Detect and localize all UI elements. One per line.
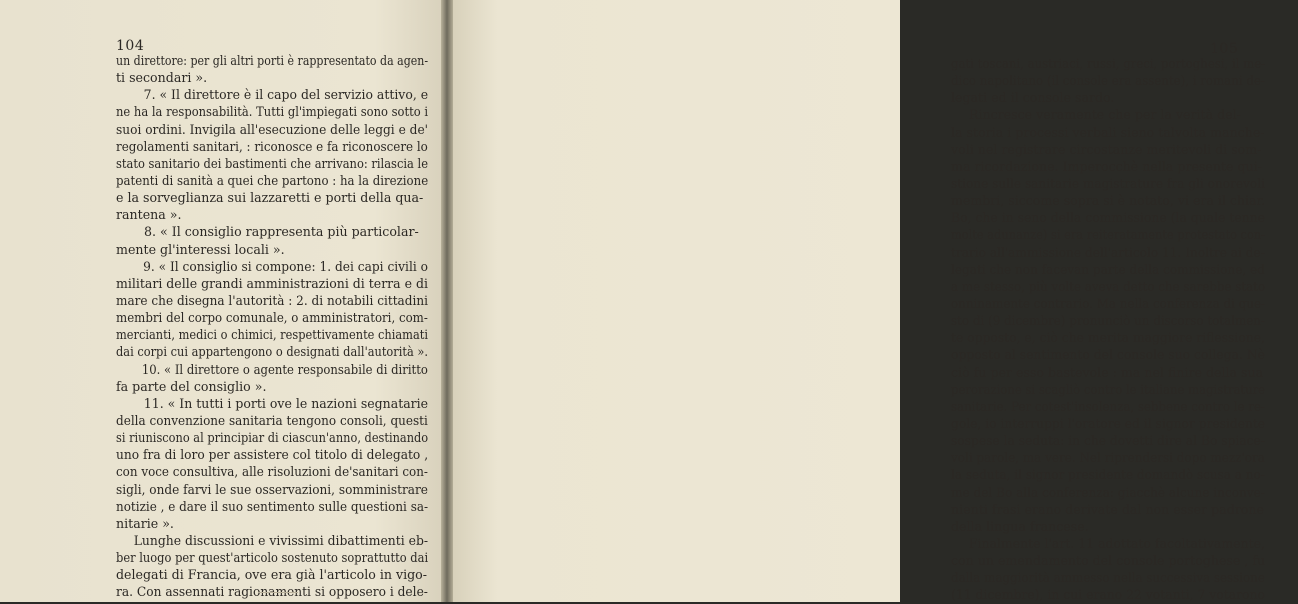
text-line: ber luogo per quest'articolo sostenuto soprattutto dai: [116, 550, 429, 566]
text-line: stione sulle sanitarie magistrature fra gli onorevoli: [951, 175, 1265, 191]
text-line: ne ha la responsabilità. Tutti gl'impiegati sono sotto i: [116, 104, 429, 120]
left-page: [0, 0, 441, 602]
text-line: perorazione si scagliò contro le italiane magistrature: [951, 381, 1266, 397]
right-page: [453, 0, 1266, 603]
text-line: 9. « Il consiglio si compone: 1. dei capi civili o: [143, 258, 428, 274]
text-line: Lunghe discussioni e vivissimi dibattimenti eb-: [133, 532, 429, 548]
text-line: dico napolitano (il console era assente), i romani de-: [951, 73, 1265, 89]
text-line: sospese la seduta: in che dovetti dire al Bo spiace-: [951, 433, 1265, 449]
text-line: gole, io interruppi l'oratore ed il signor presidente: [951, 415, 1266, 431]
text-line: con un emendamento del console portoghese , fu: [951, 553, 1266, 569]
text-line: Rincresce veramente che per la verità del-: [969, 107, 1241, 123]
text-line: ra. Con assennati ragionamenti si opposero i dele-: [116, 584, 428, 600]
text-line: (11 dicembre), in cui erano 22 votanti, 7 votarono: [951, 587, 1265, 603]
text-line: sto di (9 dicembre) pronunciò un discorso totalmen-: [951, 313, 1265, 329]
text-line: mare che disegna l'autorità : 2. di notabili cittadini: [116, 292, 428, 308]
text-line: militari delle grandi amministrazioni di terra e di: [116, 275, 428, 291]
text-line: te opposto, e, ciò che merita maggiore riflessione,: [951, 330, 1265, 346]
text-line: gati toscani, austriaci, russi, greci, portoghesi, il me-: [951, 56, 1266, 71]
text-line: voli parole, ma vere. Nel riprendersi dopo mezz'ora: [951, 450, 1265, 466]
text-line: voli nel registrare circostanze meritevoli di som-: [951, 141, 1262, 157]
text-line: trario all'ammissione dell'articolo 11. Inoltre ai de-: [951, 244, 1265, 260]
text-line: stato sanitario dei bastimenti che arrivano: rilascia le: [116, 155, 429, 171]
text-line: opposto al sentimento del console suo collega. Nè: [951, 347, 1265, 363]
text-line: la seduta, il signor presidente domandò scusa a no-: [951, 467, 1265, 483]
text-line: della lingua francese.: [951, 518, 1089, 534]
page-number: 104: [116, 38, 145, 54]
text-line: si riuniscono al principiar di ciascun'anno, destinando: [116, 430, 429, 446]
right-page-text: [951, 55, 1298, 604]
text-line: a me stesso, più volte aveva detto che sarebbe stato: [951, 278, 1266, 294]
text-line: suoi ordini. Invigila all'esecuzione delle leggi e de': [116, 121, 429, 137]
text-line: me del Bo alla conferenza: giacchè alcune inconve-: [951, 484, 1265, 500]
text-line: fa parte del consiglio ».: [116, 378, 267, 394]
text-line: ti secondari ».: [116, 70, 208, 86]
left-page-text: [116, 52, 473, 601]
text-line: patenti di sanità a quei che partono : ha la direzione: [116, 172, 429, 188]
text-line: onninamente contrario. Ma nella conferenza di que-: [951, 295, 1266, 311]
text-line: la storia i processi verbali sieno talvolta manche-: [951, 124, 1265, 140]
page-edge-mark: [258, 592, 298, 603]
text-line: sigli, onde farvi le sue osservazioni, somministrare: [116, 481, 428, 497]
text-line: legati ed il console sardo.: [951, 90, 1115, 106]
text-line: un direttore: per gli altri porti è rappresentato da agen-: [116, 53, 429, 68]
text-line: 10. « Il direttore o agente responsabile di diritto: [141, 361, 428, 377]
text-line: sanitarie. Per cotest'insolenza, sebbene contro le re-: [951, 398, 1265, 414]
text-line: della convenzione sanitaria tengono consoli, questi: [116, 412, 428, 428]
text-line: regolamenti sanitari, : riconosce e fa riconoscere lo: [116, 138, 428, 154]
text-line: ciò fu per esso bastevole : ma nel finire della sua: [951, 364, 1264, 380]
text-line: legati che non facevan parte della commissione, ed: [951, 261, 1265, 277]
text-line: nienti frasi erano derivate dal non esser padrone: [951, 501, 1264, 517]
text-line: ma ricordazione. Imperocchè nella presente qui-: [951, 158, 1262, 174]
text-line: mente gl'interessi locali ».: [116, 241, 285, 257]
book-gutter: [441, 0, 453, 602]
text-line: dai corpi cui appartengono o designati dall'autorità ».: [116, 344, 428, 360]
text-line: nitarie ».: [116, 515, 174, 531]
text-line: mercianti, medici o chimici, respettivamente chiamati: [116, 327, 428, 343]
text-line: membri, siccome sopra si è notato, vi era il chiar.: [951, 193, 1266, 209]
text-line: notizie , e dare il suo sentimento sulle questioni sa-: [116, 498, 429, 514]
text-line: uno fra di loro per assistere col titolo di delegato ,: [116, 447, 429, 463]
text-line: rantena ».: [116, 207, 182, 223]
text-line: dalla maggiorità ammesso nella successiva sessione: [951, 570, 1265, 586]
text-line: molte adunanze) si era reiteratamente protestato con-: [951, 227, 1266, 243]
text-line: Finalmente l'art. 11 adottato facoltativamente,: [968, 535, 1265, 551]
text-line: delegati di Francia, ove era già l'articolo in vigo-: [116, 567, 428, 583]
text-line: 8. « Il consiglio rappresenta più particolar-: [144, 224, 419, 240]
text-line: membri del corpo comunale, o amministratori, com-: [116, 310, 428, 326]
text-line: e la sorveglianza sui lazzaretti e porti della qua-: [116, 190, 424, 206]
text-line: Bo, che in seno della commissione (la quale tenne: [951, 210, 1265, 226]
text-line: con voce consultiva, alle risoluzioni de'sanitari con-: [116, 464, 428, 480]
page-number: 105: [1210, 41, 1239, 57]
text-line: 7. « Il direttore è il capo del servizio attivo, e: [143, 87, 429, 103]
text-line: 11. « In tutti i porti ove le nazioni segnatarie: [143, 395, 429, 411]
